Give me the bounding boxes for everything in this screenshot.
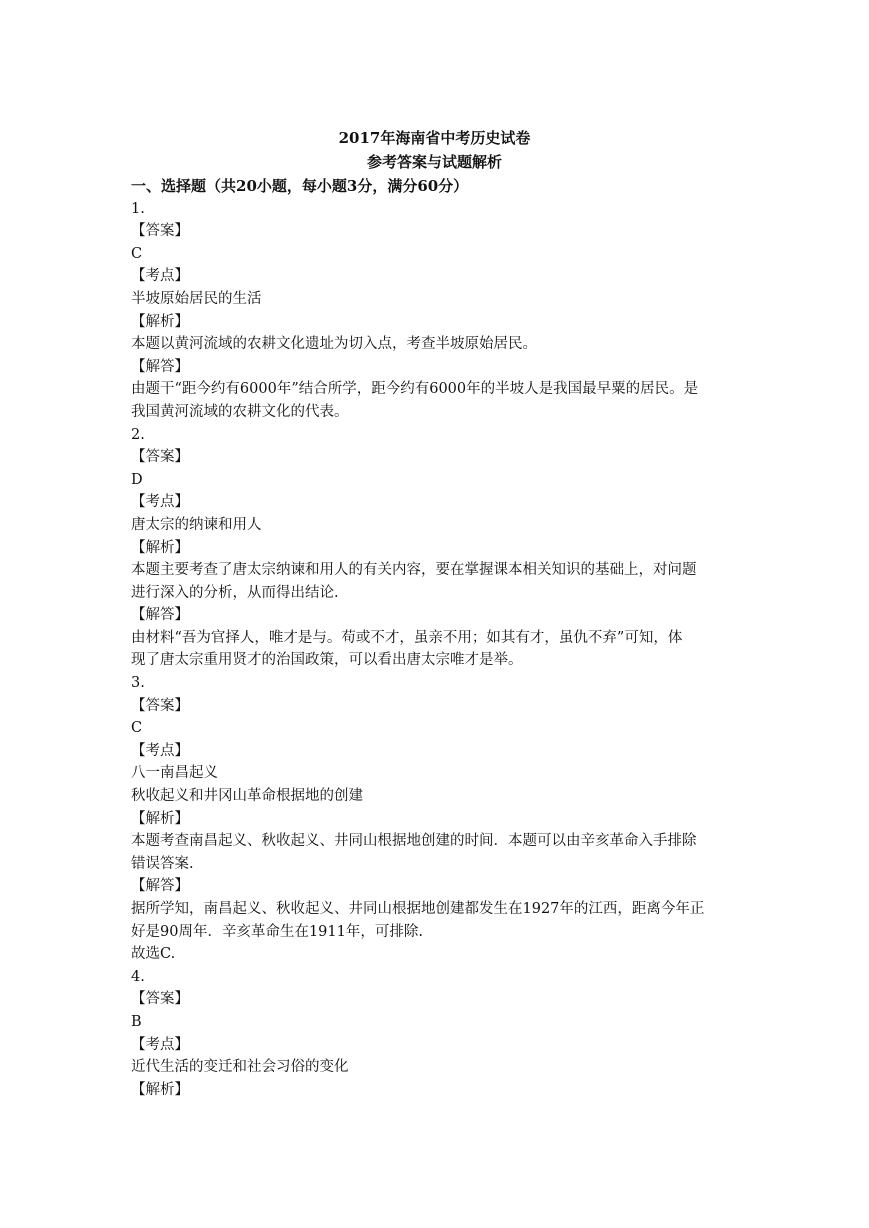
solution-label: 【解答】 bbox=[131, 358, 189, 375]
solution-line: 由题干“距今约有6000年”结合所学，距今约有6000年的半坡人是我国最早粟的居民。是 bbox=[131, 381, 699, 398]
solution-label: 【解答】 bbox=[131, 878, 189, 895]
solution-line: 故选C. bbox=[131, 946, 176, 963]
answer-value: D bbox=[131, 471, 143, 488]
solution-label: 【解答】 bbox=[131, 607, 189, 624]
point-label: 【考点】 bbox=[131, 1036, 189, 1053]
answer-label: 【答案】 bbox=[131, 697, 189, 714]
analysis-line: 错误答案. bbox=[131, 855, 194, 872]
answer-label: 【答案】 bbox=[131, 223, 189, 240]
point-item: 唐太宗的纳谏和用人 bbox=[131, 516, 262, 533]
section-heading: 一、选择题（共20小题，每小题3分，满分60分） bbox=[131, 177, 469, 195]
solution-line: 由材料“吾为官择人，唯才是与。苟或不才，虽亲不用；如其有才，虽仇不弃”可知，体 bbox=[131, 629, 683, 646]
answer-value: C bbox=[131, 245, 143, 262]
analysis-line: 本题主要考查了唐太宗纳谏和用人的有关内容，要在掌握课本相关知识的基础上，对问题 bbox=[131, 562, 697, 579]
point-item: 八一南昌起义 bbox=[131, 765, 218, 782]
point-label: 【考点】 bbox=[131, 494, 189, 511]
analysis-label: 【解析】 bbox=[131, 1081, 189, 1098]
point-label: 【考点】 bbox=[131, 268, 189, 285]
question-number: 1. bbox=[131, 200, 145, 217]
analysis-label: 【解析】 bbox=[131, 539, 189, 556]
analysis-line: 进行深入的分析，从而得出结论. bbox=[131, 584, 339, 601]
question-number: 3. bbox=[131, 675, 145, 692]
question-number: 2. bbox=[131, 426, 145, 443]
document-title: 2017年海南省中考历史试卷 bbox=[338, 129, 531, 147]
solution-line: 我国黄河流域的农耕文化的代表。 bbox=[131, 403, 349, 420]
answer-value: C bbox=[131, 720, 143, 737]
solution-line: 现了唐太宗重用贤才的治国政策，可以看出唐太宗唯才是举。 bbox=[131, 652, 523, 669]
analysis-line: 本题考查南昌起义、秋收起义、井同山根据地创建的时间．本题可以由辛亥革命入手排除 bbox=[131, 833, 697, 850]
analysis-label: 【解析】 bbox=[131, 313, 189, 330]
point-item: 近代生活的变迁和社会习俗的变化 bbox=[131, 1059, 349, 1076]
analysis-label: 【解析】 bbox=[131, 810, 189, 827]
analysis-text: 本题以黄河流域的农耕文化遗址为切入点，考查半坡原始居民。 bbox=[131, 336, 537, 353]
document-body bbox=[131, 175, 741, 1101]
question-number: 4. bbox=[131, 968, 145, 985]
answer-label: 【答案】 bbox=[131, 449, 189, 466]
solution-line: 好是90周年．辛亥革命生在1911年，可排除. bbox=[131, 923, 423, 940]
document-subtitle: 参考答案与试题解析 bbox=[366, 153, 502, 171]
answer-label: 【答案】 bbox=[131, 991, 189, 1008]
point-item: 半坡原始居民的生活 bbox=[131, 290, 262, 307]
solution-line: 据所学知，南昌起义、秋收起义、井同山根据地创建都发生在1927年的江西，距离今年正 bbox=[131, 901, 705, 917]
point-item: 秋收起义和井冈山革命根据地的创建 bbox=[131, 788, 363, 805]
answer-value: B bbox=[131, 1013, 142, 1030]
point-label: 【考点】 bbox=[131, 742, 189, 759]
